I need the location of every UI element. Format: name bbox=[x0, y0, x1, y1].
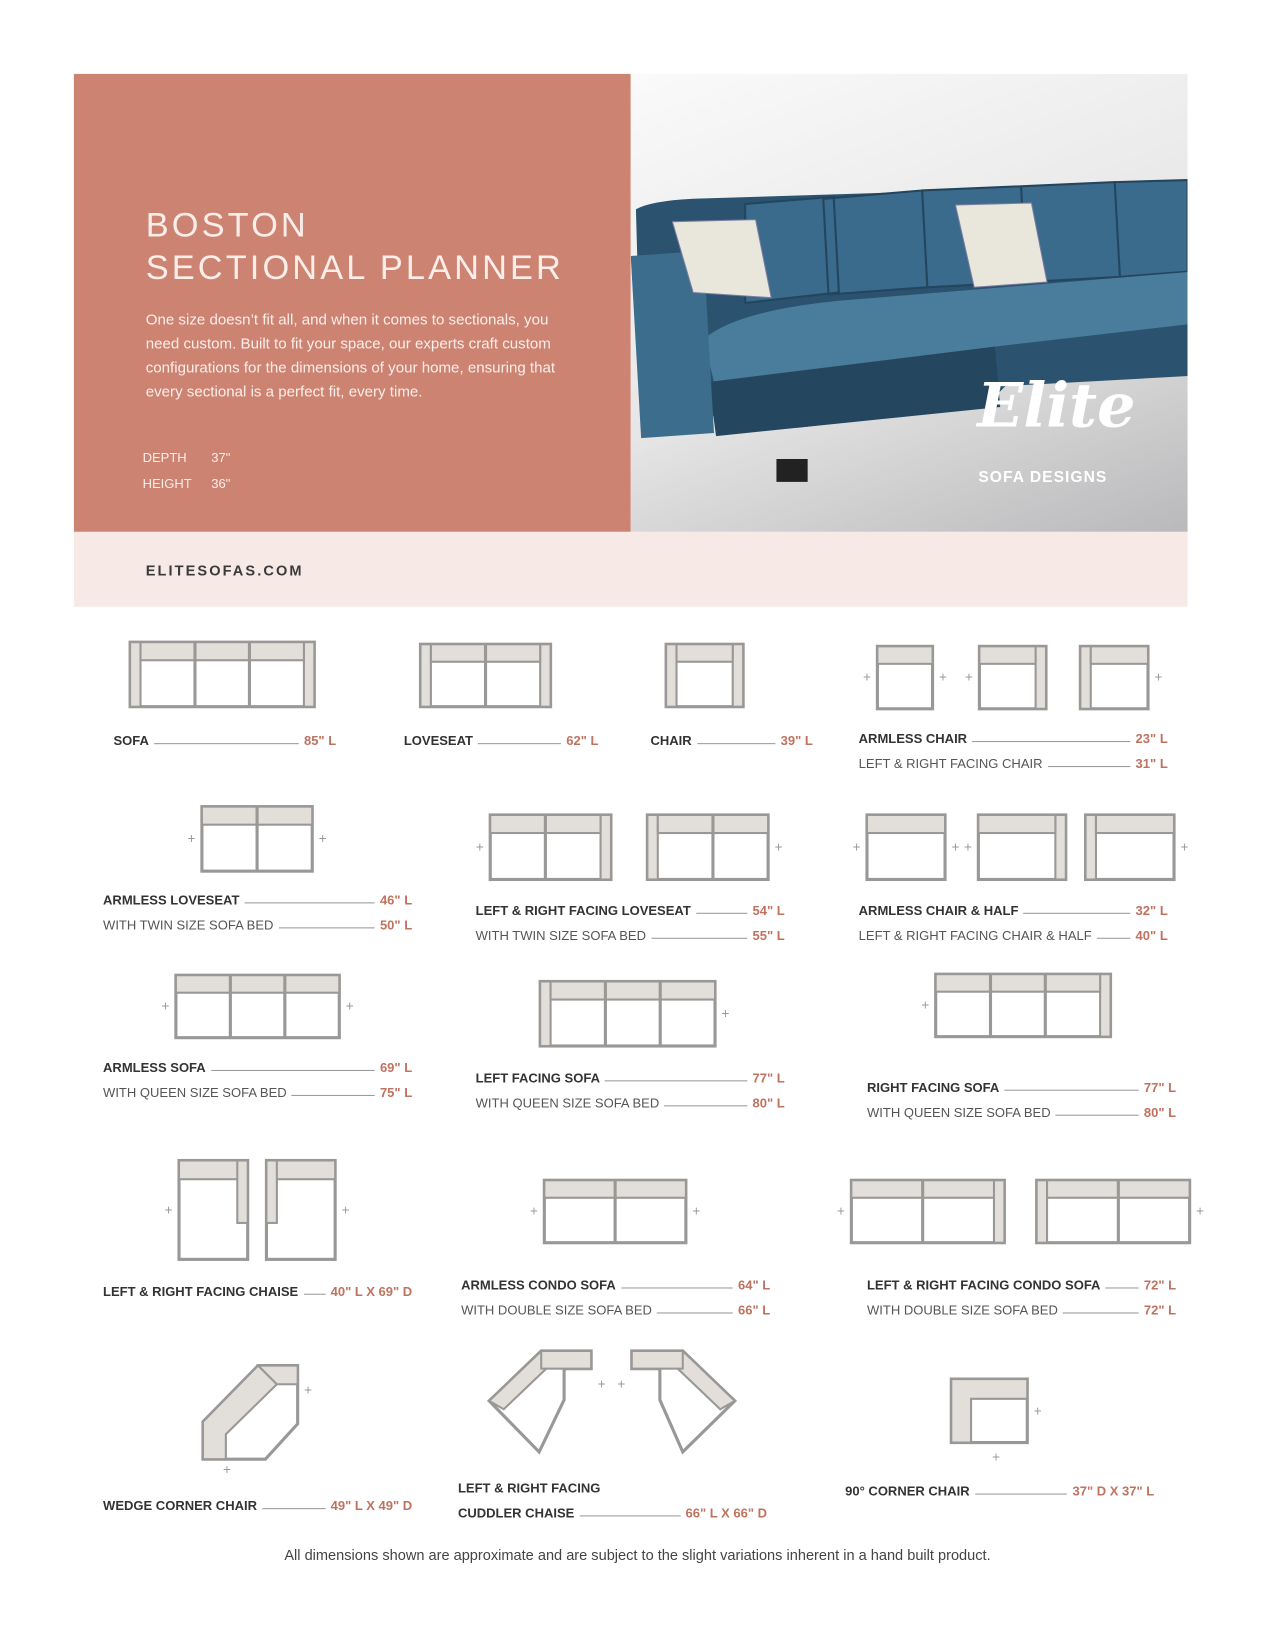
leader-line bbox=[1097, 938, 1130, 939]
piece-dimension: 46" L bbox=[379, 893, 413, 908]
connector-plus-icon: + bbox=[1196, 1203, 1204, 1219]
spec-label: HEIGHT bbox=[142, 476, 192, 492]
piece-dimension: 77" L bbox=[1143, 1080, 1177, 1095]
connector-plus-icon: + bbox=[345, 998, 354, 1014]
title-line-1: BOSTON bbox=[145, 205, 309, 244]
arm bbox=[994, 1180, 1004, 1242]
back-cushion bbox=[551, 981, 715, 999]
leader-line bbox=[262, 1508, 325, 1509]
arm bbox=[601, 815, 611, 880]
spec-value: 37" bbox=[211, 450, 231, 466]
piece-label: LOVESEAT bbox=[403, 733, 473, 749]
leader-line bbox=[478, 743, 561, 744]
leader-line bbox=[292, 1095, 375, 1096]
variant-dimension: 66" L bbox=[737, 1303, 771, 1318]
piece-variant: LEFT & RIGHT FACING CHAIR bbox=[858, 756, 1043, 772]
leader-line bbox=[605, 1080, 747, 1081]
piece-dimension: 72" L bbox=[1143, 1278, 1177, 1293]
leader-line bbox=[621, 1287, 733, 1288]
left-arm-loveseat-diagram bbox=[647, 815, 782, 880]
spec-value: 36" bbox=[211, 476, 231, 492]
leader-line bbox=[1024, 913, 1131, 914]
wedge-corner-chair-diagram bbox=[203, 1366, 312, 1477]
piece-dimension: 85" L bbox=[303, 733, 337, 749]
piece-variant: WITH QUEEN SIZE SOFA BED bbox=[103, 1085, 287, 1101]
back-cushion bbox=[176, 975, 339, 992]
piece-label: ARMLESS LOVESEAT bbox=[103, 893, 240, 908]
leader-line bbox=[211, 1070, 375, 1071]
piece-spec bbox=[867, 1070, 1176, 1120]
leader-line bbox=[245, 902, 375, 903]
leader-line bbox=[1106, 1287, 1139, 1288]
piece-label: LEFT & RIGHT FACING CHAISE bbox=[103, 1284, 299, 1299]
variant-dimension: 80" L bbox=[752, 1095, 785, 1111]
piece-dimension: 49" L X 49" D bbox=[330, 1498, 413, 1514]
leader-line bbox=[1004, 1090, 1138, 1091]
piece-spec bbox=[103, 883, 412, 933]
logo-subtitle: SOFA DESIGNS bbox=[978, 468, 1108, 487]
leader-line bbox=[975, 1494, 1067, 1495]
piece-dimension: 77" L bbox=[752, 1070, 785, 1086]
connector-plus-icon: + bbox=[992, 1449, 1000, 1465]
leader-line bbox=[303, 1294, 325, 1295]
connector-plus-icon: + bbox=[187, 831, 196, 847]
elite-logo: Elite bbox=[977, 370, 1136, 442]
piece-label: ARMLESS SOFA bbox=[103, 1060, 206, 1076]
leader-line bbox=[279, 927, 375, 928]
connector-plus-icon: + bbox=[222, 1461, 231, 1477]
leader-line bbox=[972, 741, 1130, 742]
armless-chair-half-diagram bbox=[853, 815, 960, 880]
leader-line bbox=[154, 743, 299, 744]
variant-dimension: 75" L bbox=[379, 1085, 413, 1101]
arm bbox=[647, 815, 657, 880]
back-cushion bbox=[141, 642, 304, 660]
connector-plus-icon: + bbox=[164, 1202, 173, 1218]
back-cushion bbox=[1096, 815, 1174, 833]
arm bbox=[1100, 974, 1110, 1036]
arm bbox=[540, 644, 550, 706]
piece-label: SOFA bbox=[113, 733, 149, 749]
arm bbox=[540, 981, 550, 1046]
arm bbox=[1055, 815, 1065, 880]
piece-spec bbox=[859, 893, 1168, 943]
left-arm-chair-half-diagram bbox=[1086, 815, 1189, 880]
piece-spec bbox=[867, 1268, 1176, 1318]
piece-variant: WITH DOUBLE SIZE SOFA BED bbox=[461, 1303, 652, 1318]
leader-line bbox=[1056, 1115, 1139, 1116]
back-cushion bbox=[978, 815, 1055, 833]
right-facing-chaise-diagram bbox=[165, 1160, 248, 1259]
piece-dimension: 54" L bbox=[752, 903, 785, 918]
armless-condo-sofa-diagram bbox=[530, 1180, 700, 1242]
piece-label: ARMLESS CHAIR bbox=[858, 731, 968, 747]
connector-plus-icon: + bbox=[692, 1203, 701, 1219]
arm bbox=[733, 644, 743, 706]
connector-plus-icon: + bbox=[318, 831, 327, 847]
back-cushion bbox=[677, 644, 733, 661]
left-facing-chaise-diagram bbox=[266, 1160, 349, 1259]
loveseat-diagram bbox=[420, 644, 550, 706]
connector-plus-icon: + bbox=[837, 1203, 845, 1219]
spec-label: DEPTH bbox=[142, 450, 187, 466]
piece-label: LEFT FACING SOFA bbox=[475, 1070, 600, 1086]
piece-dimension: 23" L bbox=[1135, 731, 1168, 747]
piece-spec bbox=[103, 1050, 412, 1100]
piece-spec bbox=[458, 1471, 767, 1521]
leader-line bbox=[1048, 766, 1131, 767]
piece-variant: WITH QUEEN SIZE SOFA BED bbox=[866, 1105, 1051, 1120]
connector-plus-icon: + bbox=[863, 669, 871, 685]
piece-label-top: LEFT & RIGHT FACING bbox=[457, 1481, 601, 1496]
title-line-2: SECTIONAL PLANNER bbox=[145, 247, 564, 287]
piece-dimension: 40" L X 69" D bbox=[330, 1284, 413, 1299]
piece-spec bbox=[461, 1268, 770, 1318]
variant-dimension: 72" L bbox=[1143, 1303, 1177, 1318]
chair-diagram bbox=[666, 644, 743, 706]
variant-dimension: 40" L bbox=[1135, 928, 1168, 943]
piece-dimension: 69" L bbox=[379, 1060, 413, 1076]
right-arm-chair-diagram bbox=[965, 646, 1046, 708]
piece-spec bbox=[103, 1274, 412, 1299]
piece-spec bbox=[103, 1488, 412, 1513]
back-cushion bbox=[867, 815, 945, 833]
intro-text: One size doesn’t fit all, and when it comes to sectionals, you need custom. Built to fit your space, our experts craft custom configurations for the dimensions of your home, ensuring that every sectional is a perfect fit, every time. bbox=[145, 312, 556, 401]
piece-variant: WITH QUEEN SIZE SOFA BED bbox=[475, 1095, 660, 1111]
armless-sofa-diagram bbox=[162, 975, 354, 1037]
armless-loveseat-diagram bbox=[188, 807, 327, 872]
piece-label: CUDDLER CHAISE bbox=[457, 1506, 575, 1521]
piece-spec bbox=[651, 723, 813, 748]
connector-plus-icon: + bbox=[617, 1376, 626, 1392]
leader-line bbox=[664, 1105, 747, 1106]
piece-spec bbox=[113, 723, 336, 748]
arm bbox=[1036, 646, 1046, 708]
variant-dimension: 31" L bbox=[1135, 756, 1168, 772]
piece-label: RIGHT FACING SOFA bbox=[866, 1080, 1000, 1095]
right-arm-chair-half-diagram bbox=[964, 815, 1066, 880]
piece-dimension: 64" L bbox=[737, 1278, 771, 1293]
arm bbox=[420, 644, 430, 706]
website-link[interactable]: ELITESOFAS.COM bbox=[145, 562, 304, 579]
left-arm-condo-sofa-diagram bbox=[1037, 1180, 1204, 1242]
variant-dimension: 50" L bbox=[379, 917, 413, 933]
back-cushion bbox=[936, 974, 1100, 991]
connector-plus-icon: + bbox=[852, 839, 861, 855]
piece-label: LEFT & RIGHT FACING LOVESEAT bbox=[475, 903, 691, 918]
leader-line bbox=[1063, 1312, 1139, 1313]
piece-label: 90° CORNER CHAIR bbox=[845, 1484, 970, 1499]
right-arm-loveseat-diagram bbox=[476, 815, 611, 880]
leader-line bbox=[697, 743, 776, 744]
armless-chair-diagram bbox=[863, 646, 947, 708]
connector-plus-icon: + bbox=[963, 839, 972, 855]
piece-label: WEDGE CORNER CHAIR bbox=[103, 1498, 257, 1514]
leader-line bbox=[657, 1312, 733, 1313]
piece-label: LEFT & RIGHT FACING CONDO SOFA bbox=[866, 1278, 1101, 1293]
back-cushion bbox=[877, 646, 932, 663]
connector-plus-icon: + bbox=[951, 839, 960, 855]
connector-plus-icon: + bbox=[529, 1203, 538, 1219]
piece-spec bbox=[845, 1474, 1154, 1499]
connector-plus-icon: + bbox=[475, 839, 484, 855]
connector-plus-icon: + bbox=[341, 1202, 350, 1218]
arm bbox=[1037, 1180, 1047, 1242]
connector-plus-icon: + bbox=[1180, 839, 1189, 855]
connector-plus-icon: + bbox=[965, 669, 973, 685]
variant-dimension: 55" L bbox=[752, 928, 785, 943]
piece-label: CHAIR bbox=[650, 733, 692, 749]
connector-plus-icon: + bbox=[1033, 1403, 1042, 1419]
piece-dimension: 39" L bbox=[780, 733, 813, 749]
back-cushion bbox=[1091, 646, 1148, 663]
arm bbox=[130, 642, 140, 707]
piece-variant: WITH DOUBLE SIZE SOFA BED bbox=[866, 1303, 1058, 1318]
variant-dimension: 80" L bbox=[1143, 1105, 1177, 1120]
connector-plus-icon: + bbox=[161, 998, 170, 1014]
piece-label: ARMLESS CHAIR & HALF bbox=[858, 903, 1019, 918]
piece-spec bbox=[476, 1061, 785, 1111]
piece-spec bbox=[476, 893, 785, 943]
connector-plus-icon: + bbox=[774, 839, 783, 855]
disclaimer: All dimensions shown are approximate and are subject to the slight variations inherent in a hand built product. bbox=[284, 1546, 991, 1564]
right-arm-condo-sofa-diagram bbox=[837, 1180, 1004, 1242]
right-facing-sofa-diagram bbox=[921, 974, 1110, 1036]
sofa-diagram bbox=[130, 642, 314, 707]
piece-dimension: 37" D X 37" L bbox=[1072, 1484, 1155, 1499]
piece-dimension: 62" L bbox=[566, 733, 599, 749]
left-arm-chair-diagram bbox=[1080, 646, 1162, 708]
piece-variant: WITH TWIN SIZE SOFA BED bbox=[475, 928, 646, 943]
arm bbox=[304, 642, 314, 707]
connector-plus-icon: + bbox=[921, 997, 930, 1013]
cuddler-chaise-diagram bbox=[489, 1351, 735, 1452]
piece-spec bbox=[859, 721, 1168, 771]
left-facing-sofa-diagram bbox=[540, 981, 729, 1046]
piece-spec bbox=[404, 723, 599, 748]
piece-dimension: 32" L bbox=[1135, 903, 1168, 918]
leader-line bbox=[651, 938, 747, 939]
arm bbox=[1086, 815, 1096, 880]
back-cushion bbox=[979, 646, 1035, 663]
connector-plus-icon: + bbox=[1154, 669, 1163, 685]
leader-line bbox=[580, 1515, 681, 1516]
piece-dimension: 66" L X 66" D bbox=[685, 1506, 768, 1521]
connector-plus-icon: + bbox=[304, 1382, 313, 1398]
arm bbox=[666, 644, 676, 706]
corner-chair-diagram bbox=[951, 1379, 1041, 1464]
connector-plus-icon: + bbox=[597, 1376, 606, 1392]
leader-line bbox=[696, 913, 747, 914]
piece-variant: LEFT & RIGHT FACING CHAIR & HALF bbox=[858, 928, 1092, 943]
piece-variant: WITH TWIN SIZE SOFA BED bbox=[103, 917, 274, 933]
piece-label: ARMLESS CONDO SOFA bbox=[461, 1278, 616, 1293]
connector-plus-icon: + bbox=[939, 669, 947, 685]
connector-plus-icon: + bbox=[721, 1005, 730, 1021]
arm bbox=[1080, 646, 1090, 708]
